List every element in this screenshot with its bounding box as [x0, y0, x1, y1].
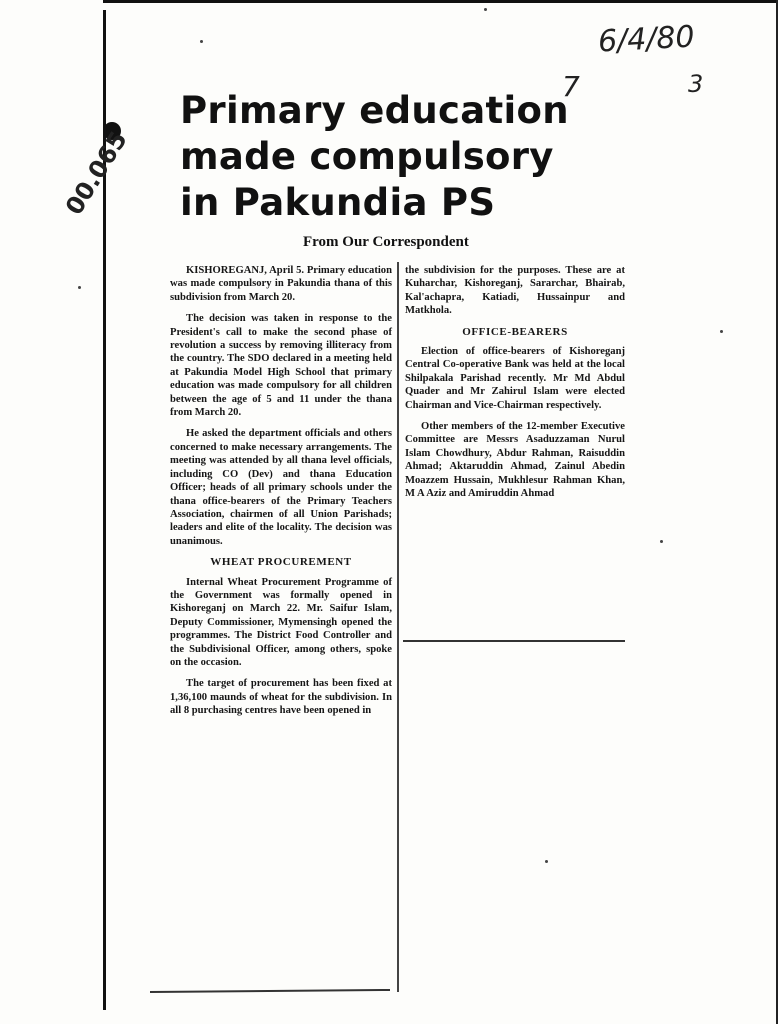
speck: [200, 40, 203, 43]
paragraph: He asked the department officials and others concerned to make necessary arrangements. The meeting was attended by all thana level officials, including CO (Dev) and thana Education Officer; heads of all primary schools under the thana office-bearers of the Primary Teachers Association, chairmen of all Union Parishads; leaders and elite of the locality. The decision was unanimous.: [170, 428, 392, 547]
paragraph: KISHOREGANJ, April 5. Primary education was made compulsory in Pakundia thana of this subdivision from March 20.: [170, 265, 392, 303]
speck: [720, 330, 723, 333]
byline: From Our Correspondent: [303, 234, 469, 250]
article-headline: [180, 88, 569, 226]
handwritten-mark-7: 7: [562, 70, 580, 103]
margin-stamp: 00.065: [60, 126, 133, 220]
paragraph: Other members of the 12-member Executive Committee are Messrs Asaduzzaman Nurul Islam Chowdhury, Abdur Rahman, Raisuddin Ahmad; Aktaruddin Ahmad, Zainul Abedin Moazzem Hussain, Mukhlesur Rahman Khan, M A Aziz and Amiruddin Ahmad: [405, 421, 625, 500]
right-column: [405, 264, 625, 509]
handwritten-mark-3: 3: [688, 70, 704, 98]
headline-line-1: Primary education: [180, 89, 569, 132]
clip-cut-line: [403, 640, 625, 642]
paragraph: Internal Wheat Procurement Programme of the Government was formally opened in Kishoreganj on March 22. Mr. Saifur Islam, Deputy Commissioner, Mymensingh opened the programmes. The District Food Controller and the Subdivisional Officer, among others, spoke on the occasion.: [170, 576, 392, 668]
left-column: [170, 264, 392, 726]
headline-line-2: made compulsory: [180, 135, 554, 178]
subhead-office-bearers: OFFICE-BEARERS: [462, 325, 568, 338]
paragraph: the subdivision for the purposes. These are at Kuharchar, Kishoreganj, Sararchar, Bhairab, Kal'achapra, Katiadi, Hussainpur and Matkhola.: [405, 265, 625, 317]
paragraph: The target of procurement has been fixed at 1,36,100 maunds of wheat for the subdivision. In all 8 purchasing centres have been opened in: [170, 678, 392, 717]
headline-line-3: in Pakundia PS: [180, 181, 496, 224]
paragraph: The decision was taken in response to the President's call to make the second phase of revolution a success by removing illiteracy from the country. The SDO declared in a meeting held at Pakundia Model High School that primary education was made compulsory for all children between the age of 5 and 11 under the thana from March 20.: [170, 313, 392, 419]
speck: [660, 540, 663, 543]
column-divider: [397, 262, 399, 992]
speck: [545, 860, 548, 863]
speck: [484, 8, 487, 11]
subhead-wheat-procurement: WHEAT PROCUREMENT: [210, 556, 352, 569]
handwritten-date: 6/4/80: [597, 19, 696, 60]
clip-top-border: [103, 0, 778, 3]
speck: [78, 286, 81, 289]
paragraph: Election of office-bearers of Kishoreganj Central Co-operative Bank was held at the local Shilpakala Parishad recently. Mr Md Abdul Quader and Mr Zahirul Islam were elected Chairman and Vice-Chairman respectively.: [405, 346, 625, 411]
